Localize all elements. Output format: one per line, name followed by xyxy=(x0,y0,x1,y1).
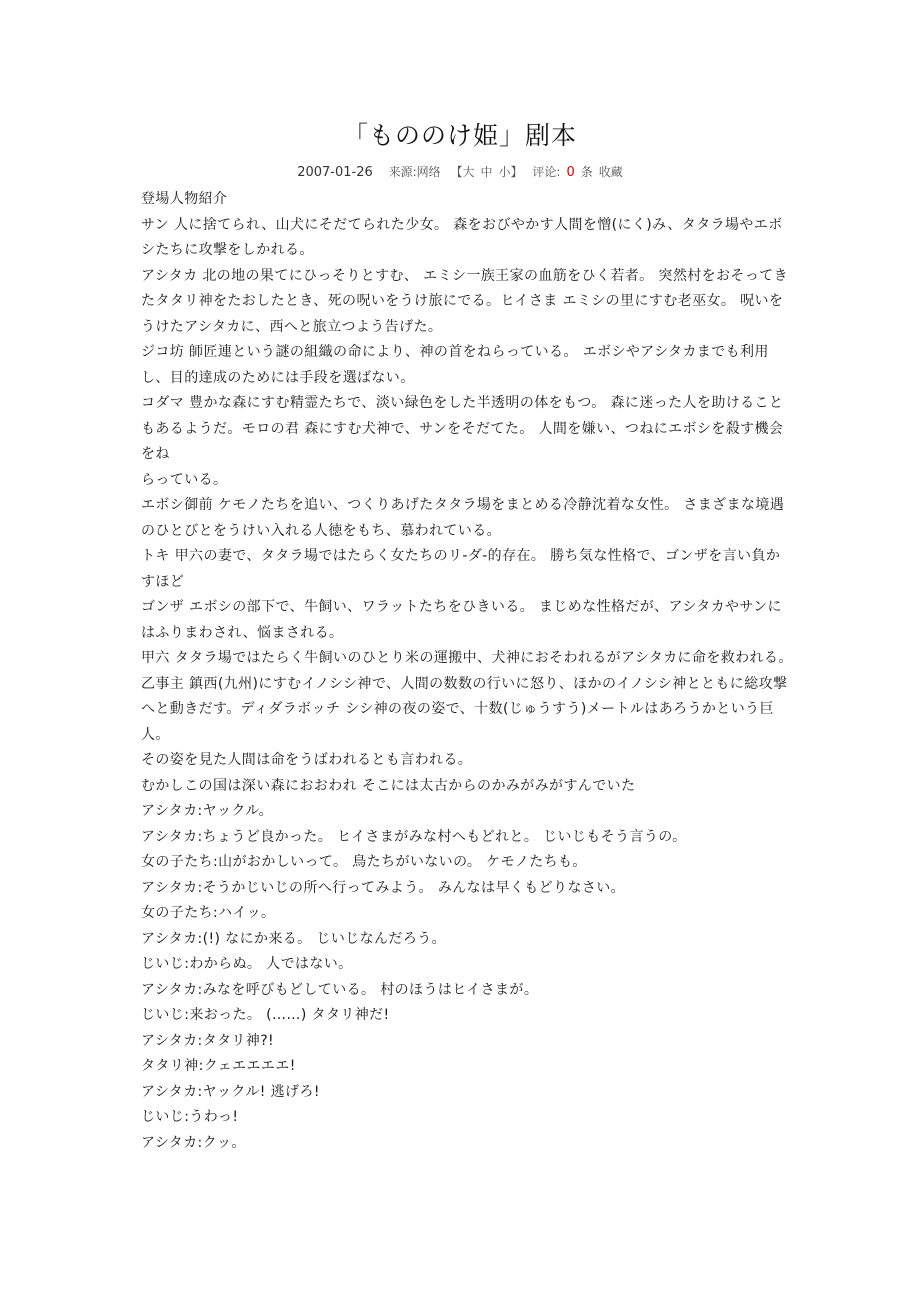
source-value: 网络 xyxy=(416,165,441,179)
paragraph: アシタカ 北の地の果てにひっそりとすむ、 エミシ一族王家の血筋をひく若者。 突然村をおそってきたタタリ神をたおしたとき、死の呪いをうけ旅にでる。ヒイさま エミシの里にすむ老巫女。 呪いをうけたアシタカに、西へと旅立つよう告げた。 xyxy=(141,267,789,335)
paragraph: 登場人物紹介 xyxy=(141,191,228,207)
dialogue-line: アシタカ:そうかじいじの所へ行ってみよう。 みんなは早くもどりなさい。 xyxy=(141,879,626,896)
font-size-medium-link[interactable]: 中 xyxy=(480,165,493,179)
dialogue-line: 女の子たち:山がおかしいって。 鳥たちがいないの。 ケモノたちも。 xyxy=(141,854,587,870)
comment-count[interactable]: 0 xyxy=(566,165,575,180)
dialogue-line: アシタカ:タタリ神?! xyxy=(141,1032,275,1049)
comments-label: 评论: xyxy=(532,165,561,179)
dialogue-line: アシタカ:みなを呼びもどしている。 村のほうはヒイさまが。 xyxy=(141,981,539,998)
font-size-close-bracket: 】 xyxy=(510,165,523,179)
article-body xyxy=(141,187,793,1156)
font-size-open-bracket: 【 xyxy=(450,165,463,179)
dialogue-line: じいじ:わからぬ。 人ではない。 xyxy=(141,956,353,972)
paragraph: 甲六 タタラ場ではたらく牛飼いのひとり米の運搬中、犬神におそわれるがアシタカに命を救われる。 xyxy=(141,650,793,666)
paragraph: ジコ坊 師匠連という謎の組織の命により、神の首をねらっている。 エボシやアシタカまでも利用し、目的達成のためには手段を選ばない。 xyxy=(141,344,769,386)
page-title: 「もののけ姫」剧本 xyxy=(342,121,577,150)
paragraph: ゴンザ エボシの部下で、牛飼い、ワラットたちをひきいる。 まじめな性格だが、アシタカやサンにはふりまわされ、悩まされる。 xyxy=(141,599,782,641)
publish-date: 2007-01-26 xyxy=(297,165,373,180)
paragraph: エボシ御前 ケモノたちを追い、つくりあげたタタラ場をまとめる冷静沈着な女性。 さまざまな境遇のひとびとをうけい入れる人徳をもち、慕われている。 xyxy=(141,497,785,539)
dialogue-line: じいじ:来おった。 (……) タタリ神だ! xyxy=(141,1007,390,1023)
dialogue-line: 女の子たち:ハイッ。 xyxy=(141,905,276,921)
dialogue-line: じいじ:うわっ! xyxy=(141,1109,239,1125)
dialogue-line: アシタカ:ちょうど良かった。 ヒイさまがみな村へもどれと。 じいじもそう言うの。 xyxy=(141,828,687,845)
favorite-link[interactable]: 收藏 xyxy=(598,165,623,179)
font-size-small-link[interactable]: 小 xyxy=(498,165,511,179)
article-meta xyxy=(0,163,920,180)
paragraph: サン 人に捨てられ、山犬にそだてられた少女。 森をおびやかす人間を憎(にく)み、タタラ場やエボシたちに攻撃をしかれる。 xyxy=(141,216,783,258)
paragraph: その姿を見た人間は命をうばわれるとも言われる。 xyxy=(141,752,473,768)
source-label: 来源: xyxy=(388,165,417,179)
paragraph: むかしこの国は深い森におおわれ そこには太古からのかみがみがすんでいた xyxy=(141,777,636,794)
paragraph: 乙事主 鎮西(九州)にすむイノシシ神で、人間の数数の行いに怒り、ほかのイノシシ神とともに総攻撃へと動きだす。ディダラボッチ シシ神の夜の姿で、十数(じゅうすう)メートルはあろうかという巨人。 xyxy=(141,675,788,743)
dialogue-line: アシタカ:(!) なにか来る。 じいじなんだろう。 xyxy=(141,930,447,947)
paragraph: トキ 甲六の妻で、タタラ場ではたらく女たちのリ-ダ-的存在。 勝ち気な性格で、ゴンザを言い負かすほど xyxy=(141,548,781,590)
paragraph: らっている。 xyxy=(141,471,228,488)
dialogue-line: アシタカ:クッ。 xyxy=(141,1134,246,1151)
dialogue-line: アシタカ:ヤックル! 逃げろ! xyxy=(141,1083,320,1100)
comments-unit: 条 xyxy=(580,165,593,179)
dialogue-line: アシタカ:ヤックル。 xyxy=(141,803,274,819)
font-size-large-link[interactable]: 大 xyxy=(462,165,475,179)
paragraph: コダマ 豊かな森にすむ精霊たちで、淡い緑色をした半透明の体をもつ。 森に迷った人を助けることもあるようだ。モロの君 森にすむ犬神で、サンをそだてた。 人間を嫌い、つねにエボシを殺す機会をね xyxy=(141,395,784,462)
dialogue-line: タタリ神:クェエエエエ! xyxy=(141,1058,296,1074)
